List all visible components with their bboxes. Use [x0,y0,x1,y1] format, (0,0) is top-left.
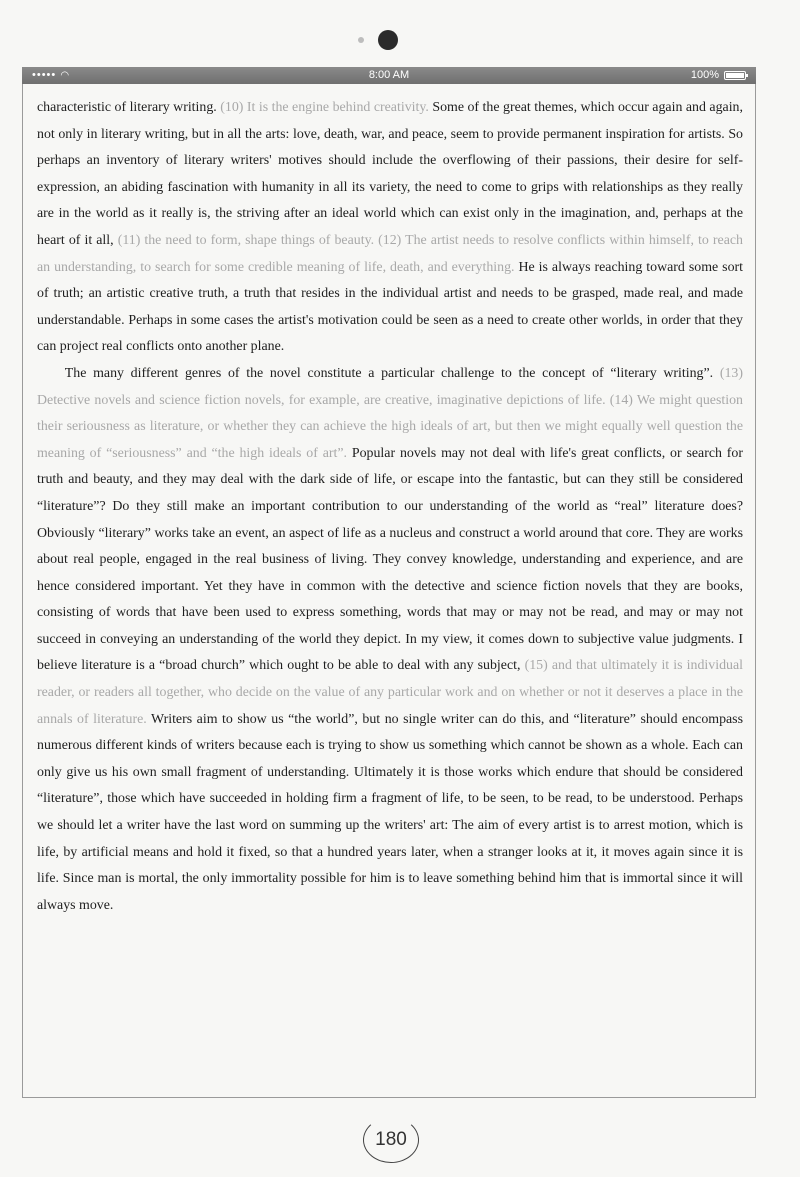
text-span: Some of the great themes, which occur again and again, not only in literary writing, but in all the arts: love, death, war, and peace, seem to provide permanent inspiration for artists. So perhaps an inventory of literary writers' motives should include the overflowing of their passions, their desire for self-expression, an abiding fascination with humanity in all its variety, the need to come to grips with relationships as they really are in the world as it really is, the striving after an ideal world which can exist only in the imagination, and, perhaps at the heart of it all, [37,100,743,248]
text-span: Popular novels may not deal with life's great conflicts, or search for truth and beauty, and they may deal with the dark side of life, or escape into the fantastic, but can they still be considered “literature”? Do they still make an important contribution to our understanding of the world as “real” literature does? Obviously “literary” works take an event, an aspect of life as a nucleus and construct a world around that core. They are works about real people, engaged in the real business of living. They convey knowledge, understanding and experience, and are hence considered important. Yet they have in common with the detective and science fiction novels that they are books, consisting of words that have been used to express something, words that may or may not be read, and may or may not succeed in conveying an understanding of the world they depict. In my view, it comes down to subjective value judgments. I believe literature is a “broad church” which ought to be able to deal with any subject, [37,445,743,674]
paragraph-2 [37,361,743,919]
status-time: 8:00 AM [368,69,410,81]
reading-text [37,95,743,919]
wifi-icon: ◠ [60,70,71,81]
text-span: characteristic of literary writing. [37,100,221,115]
front-camera [378,30,398,50]
text-span: He is always reaching toward some sort of truth; an artistic creative truth, a truth that resides in the individual artist and needs to be grasped, made real, and made understandable. Perhaps in some cases the artist's motivation could be seen as a need to create other worlds, in order that they can project real conflicts onto another plane. [37,259,743,355]
text-span: Writers aim to show us “the world”, but no single writer can do this, and “literature” should encompass numerous different kinds of writers because each is trying to show us something which cannot be shown as a whole. Each can only give us his own small fragment of understanding. Ultimately it is those works which endure that should be considered “literature”, those which have succeeded in holding firm a fragment of life, to be seen, to be read, to be understood. Perhaps we should let a writer have the last word on summing up the writers' art: The aim of every artist is to arrest motion, which is life, by artificial means and hold it fixed, so that a hundred years later, when a stranger looks at it, it moves again since it is life. Since man is mortal, the only immortality possible for him is to leave something behind him that is immortal since it will always move. [37,711,743,913]
question-span: (10) It is the engine behind creativity. [220,100,429,115]
paragraph-1 [37,95,743,361]
question-span: (11) the need to form, shape things of beauty. (12) The artist needs to resolve conflicts within himself, to reach an understanding, to search for some credible meaning of life, death, and everything. [37,232,743,275]
page-number: 180 [363,1117,419,1163]
battery-indicator [691,67,746,84]
signal-dots: ••••• [32,69,61,81]
text-span: The many different genres of the novel constitute a particular challenge to the concept of “literary writing”. [64,365,720,381]
battery-percent: 100% [690,69,719,81]
question-span: (13) Detective novels and science fiction novels, for example, are creative, imaginative depictions of life. (14) We might question their seriousness as literature, or whether they can achieve the high ideals of art, but then we might equally well question the meaning of “seriousness” and “the high ideals of art”. [37,365,743,461]
status-bar [22,67,756,84]
question-span: (15) and that ultimately it is individual reader, or readers all together, who decide on the value of any particular work and on whether or not it deserves a place in the annals of literature. [37,658,744,727]
battery-icon [724,71,746,80]
front-sensor [358,37,364,43]
